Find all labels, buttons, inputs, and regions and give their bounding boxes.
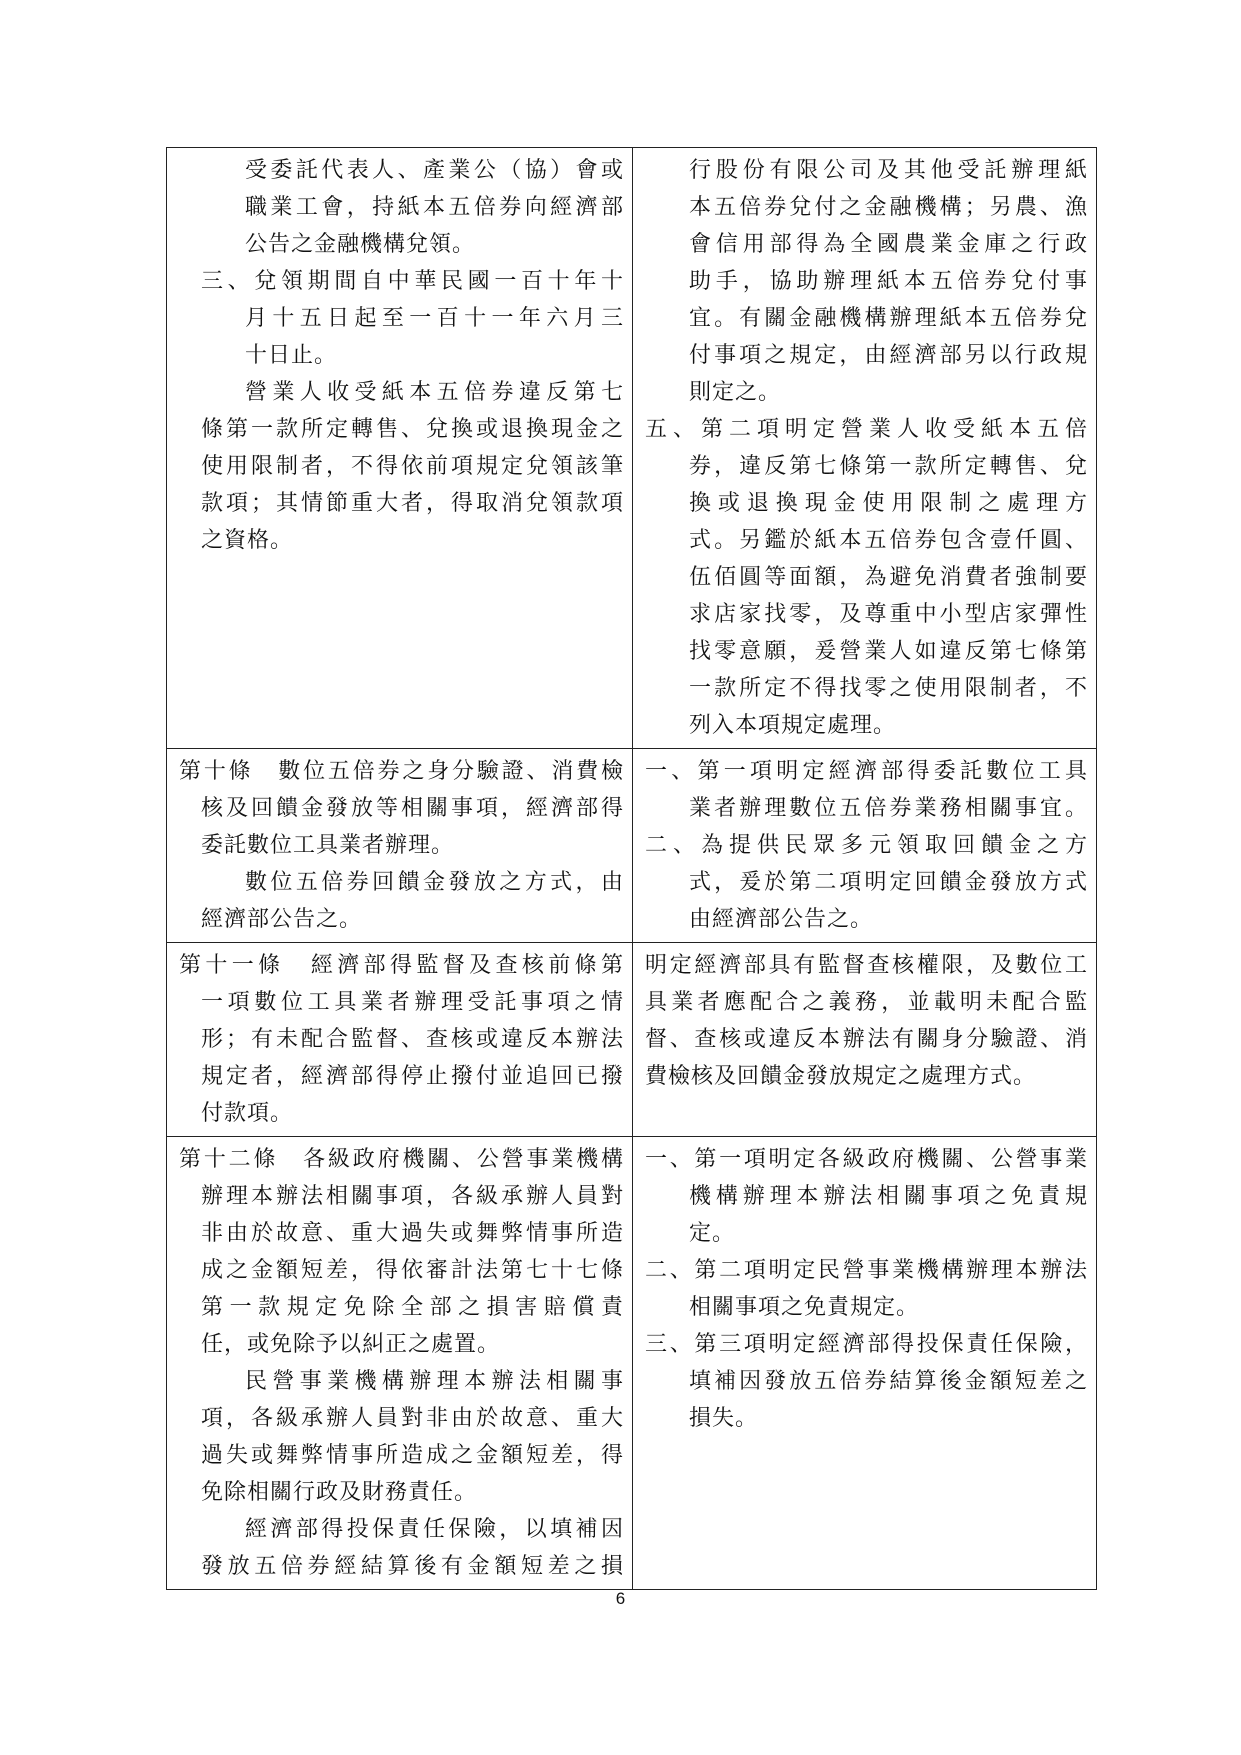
explanation-text-cell <box>633 943 1097 1137</box>
text-line: 五、第二項明定營業人收受紙本五倍 <box>645 417 1088 442</box>
table-row <box>167 148 1097 749</box>
text-line: 相關事項之免責規定。 <box>689 1295 920 1320</box>
text-line: 伍佰圓等面額，為避免消費者強制要 <box>689 565 1088 590</box>
text-line: 使用限制者，不得依前項規定兌領該筆 <box>201 454 624 479</box>
text-line: 款項；其情節重大者，得取消兌領款項 <box>201 491 624 516</box>
text-line: 經濟部公告之。 <box>201 907 363 932</box>
table-body <box>167 148 1097 1590</box>
table-row <box>167 1137 1097 1590</box>
text-line: 一款所定不得找零之使用限制者，不 <box>689 676 1088 701</box>
regulation-text-cell <box>167 749 633 943</box>
explanation-text-cell <box>633 749 1097 943</box>
text-line: 第十二條 各級政府機關、公營事業機構 <box>179 1147 624 1172</box>
regulation-text-cell <box>167 148 633 749</box>
text-line: 具業者應配合之義務，並載明未配合監 <box>645 990 1088 1015</box>
text-line: 業者辦理數位五倍券業務相關事宜。 <box>689 796 1088 821</box>
text-line: 數位五倍券回饋金發放之方式，由 <box>245 870 624 895</box>
text-line: 機構辦理本辦法相關事項之免責規 <box>689 1184 1088 1209</box>
regulation-text-cell <box>167 943 633 1137</box>
explanation-text-cell <box>633 1137 1097 1590</box>
text-line: 一項數位工具業者辦理受託事項之情 <box>201 990 624 1015</box>
text-line: 三、兌領期間自中華民國一百十年十 <box>201 269 624 294</box>
text-line: 第一款規定免除全部之損害賠償責 <box>201 1295 624 1320</box>
text-line: 發放五倍券經結算後有金額短差之損 <box>201 1554 624 1579</box>
text-line: 形；有未配合監督、查核或違反本辦法 <box>201 1027 624 1052</box>
text-line: 費檢核及回饋金發放規定之處理方式。 <box>645 1064 1037 1089</box>
text-line: 免除相關行政及財務責任。 <box>201 1480 478 1505</box>
text-line: 項，各級承辦人員對非由於故意、重大 <box>201 1406 624 1431</box>
regulation-text-cell <box>167 1137 633 1590</box>
text-line: 核及回饋金發放等相關事項，經濟部得 <box>201 796 624 821</box>
text-line: 一、第一項明定各級政府機關、公營事業 <box>645 1147 1088 1172</box>
text-line: 明定經濟部具有監督查核權限，及數位工 <box>645 953 1088 978</box>
text-line: 一、第一項明定經濟部得委託數位工具 <box>645 759 1088 784</box>
text-line: 辦理本辦法相關事項，各級承辦人員對 <box>201 1184 624 1209</box>
text-line: 由經濟部公告之。 <box>689 907 874 932</box>
text-line: 非由於故意、重大過失或舞弊情事所造 <box>201 1221 624 1246</box>
text-line: 會信用部得為全國農業金庫之行政 <box>689 232 1088 257</box>
text-line: 委託數位工具業者辦理。 <box>201 833 455 858</box>
text-line: 助手，協助辦理紙本五倍券兌付事 <box>689 269 1088 294</box>
text-line: 二、為提供民眾多元領取回饋金之方 <box>645 833 1088 858</box>
text-line: 換或退換現金使用限制之處理方 <box>689 491 1088 516</box>
text-line: 督、查核或違反本辦法有關身分驗證、消 <box>645 1027 1088 1052</box>
text-line: 任，或免除予以糾正之處置。 <box>201 1332 501 1357</box>
text-line: 宜。有關金融機構辦理紙本五倍券兌 <box>689 306 1088 331</box>
text-line: 列入本項規定處理。 <box>689 713 897 738</box>
page-number: 6 <box>615 1589 626 1608</box>
text-line: 之資格。 <box>201 528 294 553</box>
text-line: 規定者，經濟部得停止撥付並追回已撥 <box>201 1064 624 1089</box>
table-row <box>167 943 1097 1137</box>
text-line: 二、第二項明定民營事業機構辦理本辦法 <box>645 1258 1088 1283</box>
text-line: 營業人收受紙本五倍券違反第七 <box>245 380 624 405</box>
text-line: 式，爰於第二項明定回饋金發放方式 <box>689 870 1088 895</box>
text-line: 職業工會，持紙本五倍券向經濟部 <box>245 195 624 220</box>
text-line: 則定之。 <box>689 380 782 405</box>
text-line: 填補因發放五倍券結算後金額短差之 <box>689 1369 1088 1394</box>
text-line: 受委託代表人、產業公（協）會或 <box>245 158 624 183</box>
text-line: 十日止。 <box>245 343 338 368</box>
text-line: 本五倍券兌付之金融機構；另農、漁 <box>689 195 1088 220</box>
text-line: 第十條 數位五倍券之身分驗證、消費檢 <box>179 759 624 784</box>
text-line: 付事項之規定，由經濟部另以行政規 <box>689 343 1088 368</box>
text-line: 公告之金融機構兌領。 <box>245 232 476 257</box>
text-line: 找零意願，爰營業人如違反第七條第 <box>689 639 1088 664</box>
table-row <box>167 749 1097 943</box>
explanation-text-cell <box>633 148 1097 749</box>
text-line: 第十一條 經濟部得監督及查核前條第 <box>179 953 624 978</box>
text-line: 成之金額短差，得依審計法第七十七條 <box>201 1258 624 1283</box>
text-line: 定。 <box>689 1221 736 1246</box>
text-line: 民營事業機構辦理本辦法相關事 <box>245 1369 624 1394</box>
text-line: 月十五日起至一百十一年六月三 <box>245 306 624 331</box>
text-line: 券，違反第七條第一款所定轉售、兌 <box>689 454 1088 479</box>
regulation-comparison-table <box>166 147 1097 1590</box>
text-line: 過失或舞弊情事所造成之金額短差，得 <box>201 1443 624 1468</box>
text-line: 經濟部得投保責任保險，以填補因 <box>245 1517 624 1542</box>
text-line: 付款項。 <box>201 1101 294 1126</box>
text-line: 損失。 <box>689 1406 759 1431</box>
text-line: 條第一款所定轉售、兌換或退換現金之 <box>201 417 624 442</box>
text-line: 求店家找零，及尊重中小型店家彈性 <box>689 602 1088 627</box>
text-line: 式。另鑑於紙本五倍券包含壹仟圓、 <box>689 528 1088 553</box>
text-line: 三、第三項明定經濟部得投保責任保險， <box>645 1332 1088 1357</box>
text-line: 行股份有限公司及其他受託辦理紙 <box>689 158 1088 183</box>
